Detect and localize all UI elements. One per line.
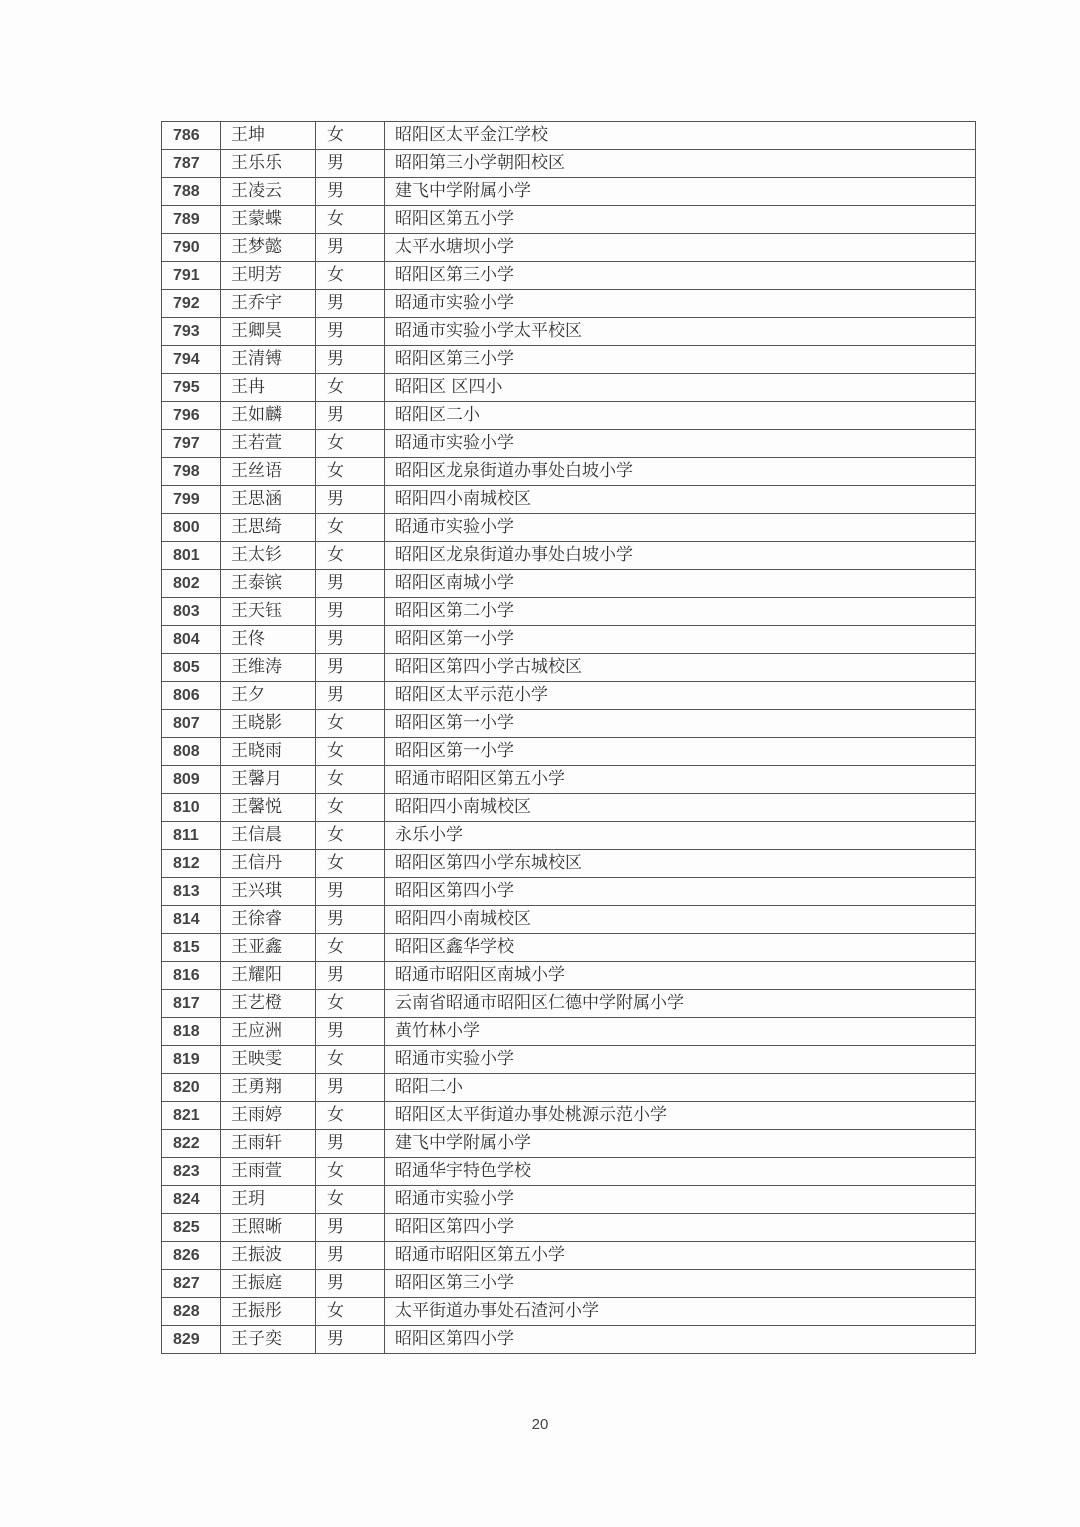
school-cell: 昭阳四小南城校区: [385, 486, 976, 514]
name-cell: 王乔宇: [221, 290, 316, 318]
gender-cell: 女: [316, 206, 385, 234]
school-cell: 昭阳区第二小学: [385, 598, 976, 626]
school-cell: 昭通市实验小学太平校区: [385, 318, 976, 346]
table-row: [162, 990, 976, 1018]
name-cell: 王天钰: [221, 598, 316, 626]
school-cell: 昭阳区第四小学: [385, 1326, 976, 1354]
school-cell: 昭通市实验小学: [385, 290, 976, 318]
gender-cell: 男: [316, 962, 385, 990]
row-number-cell: 814: [162, 906, 221, 934]
name-cell: 王晓影: [221, 710, 316, 738]
row-number-cell: 795: [162, 374, 221, 402]
name-cell: 王雨萱: [221, 1158, 316, 1186]
school-cell: 昭通市实验小学: [385, 430, 976, 458]
table-row: [162, 234, 976, 262]
table-row: [162, 542, 976, 570]
name-cell: 王丝语: [221, 458, 316, 486]
row-number-cell: 788: [162, 178, 221, 206]
table-row: [162, 878, 976, 906]
name-cell: 王馨月: [221, 766, 316, 794]
school-cell: 昭通华宇特色学校: [385, 1158, 976, 1186]
gender-cell: 女: [316, 458, 385, 486]
school-cell: 昭阳四小南城校区: [385, 794, 976, 822]
row-number-cell: 816: [162, 962, 221, 990]
gender-cell: 女: [316, 1186, 385, 1214]
name-cell: 王艺橙: [221, 990, 316, 1018]
table-row: [162, 290, 976, 318]
gender-cell: 女: [316, 822, 385, 850]
gender-cell: 女: [316, 1158, 385, 1186]
table-row: [162, 654, 976, 682]
school-cell: 云南省昭通市昭阳区仁德中学附属小学: [385, 990, 976, 1018]
gender-cell: 男: [316, 1242, 385, 1270]
school-cell: 太平街道办事处石渣河小学: [385, 1298, 976, 1326]
name-cell: 王照晰: [221, 1214, 316, 1242]
gender-cell: 男: [316, 1074, 385, 1102]
name-cell: 王雨婷: [221, 1102, 316, 1130]
school-cell: 昭阳区第一小学: [385, 710, 976, 738]
name-cell: 王若萱: [221, 430, 316, 458]
name-cell: 王佟: [221, 626, 316, 654]
table-row: [162, 402, 976, 430]
row-number-cell: 822: [162, 1130, 221, 1158]
name-cell: 王蒙蝶: [221, 206, 316, 234]
row-number-cell: 799: [162, 486, 221, 514]
row-number-cell: 826: [162, 1242, 221, 1270]
table-row: [162, 1270, 976, 1298]
table-row: [162, 206, 976, 234]
school-cell: 昭阳区第五小学: [385, 206, 976, 234]
gender-cell: 男: [316, 318, 385, 346]
name-cell: 王信晨: [221, 822, 316, 850]
name-cell: 王卿昊: [221, 318, 316, 346]
name-cell: 王乐乐: [221, 150, 316, 178]
table-row: [162, 1326, 976, 1354]
name-cell: 王映雯: [221, 1046, 316, 1074]
name-cell: 王雨轩: [221, 1130, 316, 1158]
table-row: [162, 262, 976, 290]
school-cell: 昭阳区第三小学: [385, 346, 976, 374]
gender-cell: 男: [316, 402, 385, 430]
school-cell: 昭通市实验小学: [385, 1046, 976, 1074]
gender-cell: 男: [316, 598, 385, 626]
gender-cell: 男: [316, 906, 385, 934]
gender-cell: 女: [316, 990, 385, 1018]
gender-cell: 女: [316, 430, 385, 458]
school-cell: 昭阳区龙泉街道办事处白坡小学: [385, 542, 976, 570]
table-row: [162, 1102, 976, 1130]
gender-cell: 男: [316, 1214, 385, 1242]
table-row: [162, 486, 976, 514]
table-row: [162, 150, 976, 178]
gender-cell: 男: [316, 1018, 385, 1046]
table-row: [162, 1242, 976, 1270]
table-row: [162, 1186, 976, 1214]
row-number-cell: 828: [162, 1298, 221, 1326]
gender-cell: 男: [316, 150, 385, 178]
gender-cell: 男: [316, 1270, 385, 1298]
gender-cell: 女: [316, 850, 385, 878]
table-row: [162, 122, 976, 150]
table-row: [162, 346, 976, 374]
school-cell: 昭阳区鑫华学校: [385, 934, 976, 962]
table-row: [162, 766, 976, 794]
gender-cell: 男: [316, 654, 385, 682]
school-cell: 太平水塘坝小学: [385, 234, 976, 262]
school-cell: 昭通市昭阳区第五小学: [385, 1242, 976, 1270]
row-number-cell: 829: [162, 1326, 221, 1354]
table-row: [162, 626, 976, 654]
table-row: [162, 570, 976, 598]
row-number-cell: 804: [162, 626, 221, 654]
table-row: [162, 374, 976, 402]
name-cell: 王梦懿: [221, 234, 316, 262]
row-number-cell: 810: [162, 794, 221, 822]
table-row: [162, 962, 976, 990]
gender-cell: 女: [316, 1102, 385, 1130]
table-row: [162, 318, 976, 346]
school-cell: 建飞中学附属小学: [385, 178, 976, 206]
gender-cell: 男: [316, 178, 385, 206]
gender-cell: 女: [316, 934, 385, 962]
table-row: [162, 794, 976, 822]
row-number-cell: 791: [162, 262, 221, 290]
school-cell: 昭阳区第四小学: [385, 878, 976, 906]
school-cell: 昭阳第三小学朝阳校区: [385, 150, 976, 178]
gender-cell: 男: [316, 682, 385, 710]
gender-cell: 女: [316, 710, 385, 738]
name-cell: 王明芳: [221, 262, 316, 290]
table-row: [162, 178, 976, 206]
row-number-cell: 805: [162, 654, 221, 682]
school-cell: 昭通市实验小学: [385, 514, 976, 542]
name-cell: 王夕: [221, 682, 316, 710]
row-number-cell: 827: [162, 1270, 221, 1298]
school-cell: 昭通市实验小学: [385, 1186, 976, 1214]
name-cell: 王子奕: [221, 1326, 316, 1354]
gender-cell: 女: [316, 262, 385, 290]
row-number-cell: 812: [162, 850, 221, 878]
gender-cell: 男: [316, 234, 385, 262]
table-row: [162, 1018, 976, 1046]
row-number-cell: 793: [162, 318, 221, 346]
table-row: [162, 430, 976, 458]
school-cell: 昭阳二小: [385, 1074, 976, 1102]
row-number-cell: 794: [162, 346, 221, 374]
gender-cell: 男: [316, 346, 385, 374]
school-cell: 昭阳区太平街道办事处桃源示范小学: [385, 1102, 976, 1130]
school-cell: 昭阳区太平示范小学: [385, 682, 976, 710]
row-number-cell: 806: [162, 682, 221, 710]
gender-cell: 男: [316, 486, 385, 514]
gender-cell: 女: [316, 514, 385, 542]
row-number-cell: 792: [162, 290, 221, 318]
table-row: [162, 822, 976, 850]
row-number-cell: 818: [162, 1018, 221, 1046]
gender-cell: 女: [316, 1046, 385, 1074]
name-cell: 王如麟: [221, 402, 316, 430]
row-number-cell: 790: [162, 234, 221, 262]
school-cell: 昭阳区龙泉街道办事处白坡小学: [385, 458, 976, 486]
row-number-cell: 819: [162, 1046, 221, 1074]
table-row: [162, 682, 976, 710]
table-row: [162, 1214, 976, 1242]
gender-cell: 女: [316, 766, 385, 794]
table-row: [162, 710, 976, 738]
student-list-table: [161, 121, 976, 1354]
row-number-cell: 798: [162, 458, 221, 486]
table-row: [162, 906, 976, 934]
gender-cell: 女: [316, 122, 385, 150]
school-cell: 昭阳区第四小学东城校区: [385, 850, 976, 878]
row-number-cell: 801: [162, 542, 221, 570]
school-cell: 昭阳区南城小学: [385, 570, 976, 598]
row-number-cell: 825: [162, 1214, 221, 1242]
gender-cell: 男: [316, 878, 385, 906]
name-cell: 王思绮: [221, 514, 316, 542]
name-cell: 王勇翔: [221, 1074, 316, 1102]
name-cell: 王振庭: [221, 1270, 316, 1298]
table-row: [162, 850, 976, 878]
gender-cell: 女: [316, 374, 385, 402]
table-row: [162, 458, 976, 486]
row-number-cell: 813: [162, 878, 221, 906]
row-number-cell: 797: [162, 430, 221, 458]
row-number-cell: 807: [162, 710, 221, 738]
school-cell: 昭阳四小南城校区: [385, 906, 976, 934]
page-number: 20: [531, 1416, 549, 1433]
row-number-cell: 786: [162, 122, 221, 150]
row-number-cell: 817: [162, 990, 221, 1018]
gender-cell: 女: [316, 794, 385, 822]
name-cell: 王应洲: [221, 1018, 316, 1046]
school-cell: 昭阳区第一小学: [385, 738, 976, 766]
school-cell: 昭阳区第四小学古城校区: [385, 654, 976, 682]
name-cell: 王坤: [221, 122, 316, 150]
row-number-cell: 824: [162, 1186, 221, 1214]
name-cell: 王维涛: [221, 654, 316, 682]
name-cell: 王太钐: [221, 542, 316, 570]
name-cell: 王馨悦: [221, 794, 316, 822]
row-number-cell: 820: [162, 1074, 221, 1102]
row-number-cell: 809: [162, 766, 221, 794]
row-number-cell: 802: [162, 570, 221, 598]
name-cell: 王晓雨: [221, 738, 316, 766]
table-row: [162, 1046, 976, 1074]
school-cell: 昭阳区第三小学: [385, 262, 976, 290]
row-number-cell: 808: [162, 738, 221, 766]
school-cell: 昭阳区太平金江学校: [385, 122, 976, 150]
school-cell: 昭阳区 区四小: [385, 374, 976, 402]
row-number-cell: 803: [162, 598, 221, 626]
name-cell: 王兴琪: [221, 878, 316, 906]
table-body: [162, 122, 976, 1354]
school-cell: 昭阳区第一小学: [385, 626, 976, 654]
school-cell: 昭通市昭阳区第五小学: [385, 766, 976, 794]
table-row: [162, 514, 976, 542]
school-cell: 永乐小学: [385, 822, 976, 850]
row-number-cell: 811: [162, 822, 221, 850]
name-cell: 王思涵: [221, 486, 316, 514]
gender-cell: 男: [316, 1326, 385, 1354]
table-row: [162, 598, 976, 626]
name-cell: 王耀阳: [221, 962, 316, 990]
name-cell: 王凌云: [221, 178, 316, 206]
name-cell: 王振波: [221, 1242, 316, 1270]
name-cell: 王徐睿: [221, 906, 316, 934]
table-row: [162, 1298, 976, 1326]
name-cell: 王信丹: [221, 850, 316, 878]
table-row: [162, 738, 976, 766]
gender-cell: 男: [316, 1130, 385, 1158]
gender-cell: 女: [316, 738, 385, 766]
row-number-cell: 815: [162, 934, 221, 962]
row-number-cell: 787: [162, 150, 221, 178]
table-row: [162, 934, 976, 962]
school-cell: 昭通市昭阳区南城小学: [385, 962, 976, 990]
name-cell: 王亚鑫: [221, 934, 316, 962]
row-number-cell: 796: [162, 402, 221, 430]
school-cell: 昭阳区第三小学: [385, 1270, 976, 1298]
school-cell: 建飞中学附属小学: [385, 1130, 976, 1158]
school-cell: 昭阳区二小: [385, 402, 976, 430]
name-cell: 王冉: [221, 374, 316, 402]
name-cell: 王玥: [221, 1186, 316, 1214]
row-number-cell: 821: [162, 1102, 221, 1130]
gender-cell: 女: [316, 1298, 385, 1326]
gender-cell: 女: [316, 542, 385, 570]
table-row: [162, 1158, 976, 1186]
row-number-cell: 823: [162, 1158, 221, 1186]
gender-cell: 男: [316, 290, 385, 318]
name-cell: 王振彤: [221, 1298, 316, 1326]
name-cell: 王清镈: [221, 346, 316, 374]
table-row: [162, 1130, 976, 1158]
name-cell: 王泰镔: [221, 570, 316, 598]
school-cell: 昭阳区第四小学: [385, 1214, 976, 1242]
gender-cell: 男: [316, 570, 385, 598]
row-number-cell: 789: [162, 206, 221, 234]
table-row: [162, 1074, 976, 1102]
row-number-cell: 800: [162, 514, 221, 542]
gender-cell: 男: [316, 626, 385, 654]
school-cell: 黄竹林小学: [385, 1018, 976, 1046]
